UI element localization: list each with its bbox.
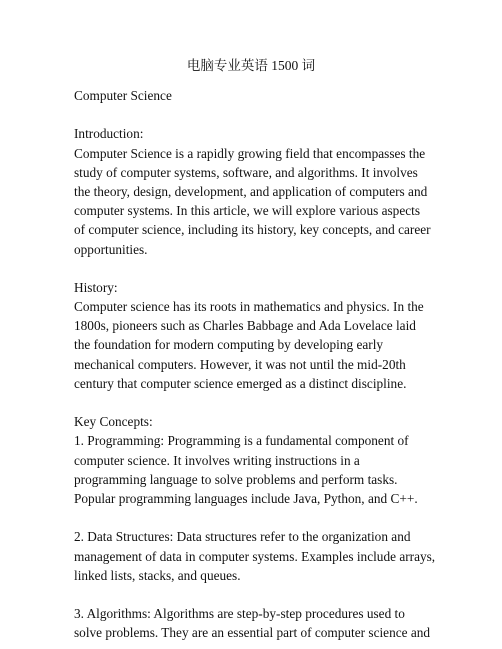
text-line: century that computer science emerged as a distinct discipline. [74, 375, 407, 391]
text-line: Introduction: [74, 126, 144, 142]
text-line: linked lists, stacks, and queues. [74, 567, 241, 583]
section-key-concepts [74, 412, 434, 508]
text-line: the foundation for modern computing by developing early [74, 337, 384, 353]
text-line: mechanical computers. However, it was not until the mid-20th [74, 356, 406, 372]
text-line: programming language to solve problems and perform tasks. [74, 471, 398, 487]
text-line: study of computer systems, software, and algorithms. It involves [74, 164, 418, 180]
paragraph-gap [74, 585, 434, 604]
item-algorithms [74, 604, 434, 642]
paragraph-gap [74, 105, 434, 124]
text-line: Computer Science [74, 88, 172, 103]
text-line: 1800s, pioneers such as Charles Babbage and Ada Lovelace laid [74, 318, 416, 334]
item-data-structures [74, 527, 434, 585]
section-history [74, 278, 434, 393]
text-line: History: [74, 279, 118, 295]
paragraph-gap [74, 393, 434, 412]
section-introduction [74, 124, 434, 258]
text-line: 3. Algorithms: Algorithms are step-by-step procedures used to [74, 606, 405, 622]
document-title: 电脑专业英语 1500 词 [186, 58, 316, 73]
text-line: management of data in computer systems. Examples include arrays, [74, 548, 436, 564]
paragraph-gap [74, 508, 434, 527]
text-line: Popular programming languages include Java, Python, and C++. [74, 490, 418, 506]
text-line: 1. Programming: Programming is a fundamental component of [74, 433, 409, 449]
document-body [74, 86, 434, 642]
text-line: 2. Data Structures: Data structures refer to the organization and [74, 529, 411, 545]
text-line: opportunities. [74, 241, 148, 257]
text-line: computer systems. In this article, we will explore various aspects [74, 203, 420, 219]
text-line: Key Concepts: [74, 414, 153, 430]
text-line: Computer Science is a rapidly growing field that encompasses the [74, 145, 426, 161]
text-line: solve problems. They are an essential part of computer science and [74, 625, 431, 641]
text-line: computer science. It involves writing instructions in a [74, 452, 360, 468]
paragraph-gap [74, 259, 434, 278]
heading-computer-science [74, 86, 434, 105]
text-line: the theory, design, development, and application of computers and [74, 183, 428, 199]
text-line: of computer science, including its history, key concepts, and career [74, 222, 431, 238]
text-line: Computer science has its roots in mathematics and physics. In the [74, 299, 424, 315]
